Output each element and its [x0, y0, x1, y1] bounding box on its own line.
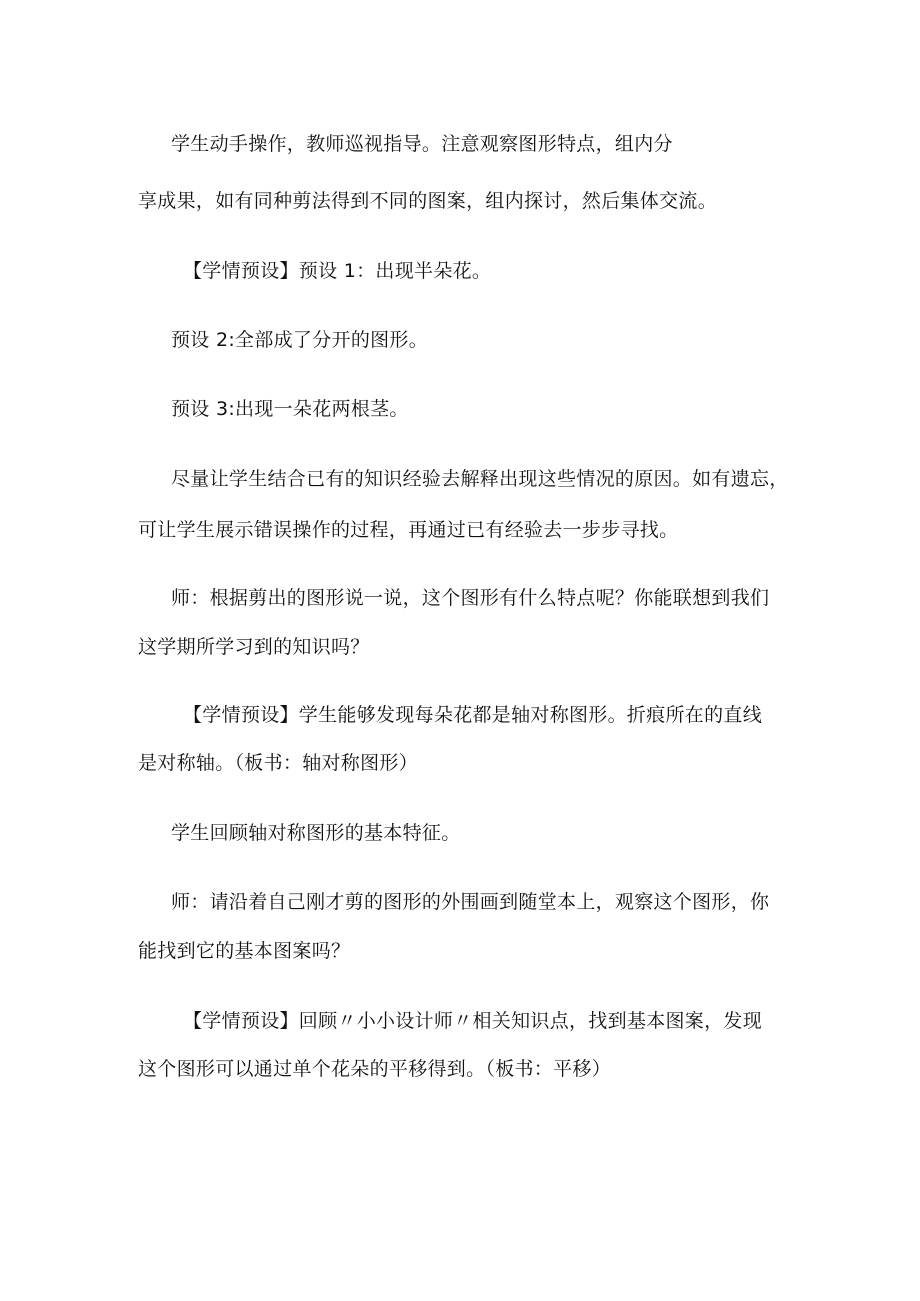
paragraph-4-line-1: 预设 3:出现一朵花两根茎。 [171, 398, 409, 420]
paragraph-5-line-1: 尽量让学生结合已有的知识经验去解释出现这些情况的原因。如有遗忘， [171, 468, 789, 490]
paragraph-3-line-1: 预设 2:全部成了分开的图形。 [171, 329, 429, 351]
paragraph-10-line-1: 【学情预设】回顾〃小小设计师〃相关知识点，找到基本图案，发现 [183, 1010, 763, 1032]
paragraph-2-line-1: 【学情预设】预设 1：出现半朵花。 [183, 260, 492, 282]
paragraph-9-line-1: 师：请沿着自己刚才剪的图形的外围画到随堂本上，观察这个图形，你 [171, 891, 770, 913]
paragraph-10-line-2: 这个图形可以通过单个花朵的平移得到。（板书：平移） [138, 1058, 612, 1080]
paragraph-8-line-1: 学生回顾轴对称图形的基本特征。 [171, 822, 461, 844]
paragraph-1-line-1: 学生动手操作，教师巡视指导。注意观察图形特点，组内分 [171, 133, 673, 155]
paragraph-7-line-1: 【学情预设】学生能够发现每朵花都是轴对称图形。折痕所在的直线 [183, 704, 763, 726]
paragraph-1-line-2: 享成果，如有同种剪法得到不同的图案，组内探讨，然后集体交流。 [138, 190, 718, 212]
paragraph-7-line-2: 是对称轴。（板书：轴对称图形） [138, 752, 419, 774]
paragraph-9-line-2: 能找到它的基本图案吗？ [138, 940, 351, 962]
paragraph-5-line-2: 可让学生展示错误操作的过程，再通过已有经验去一步步寻找。 [138, 519, 679, 541]
paragraph-6-line-2: 这学期所学习到的知识吗？ [138, 636, 370, 658]
paragraph-6-line-1: 师：根据剪出的图形说一说，这个图形有什么特点呢？你能联想到我们 [171, 587, 770, 609]
